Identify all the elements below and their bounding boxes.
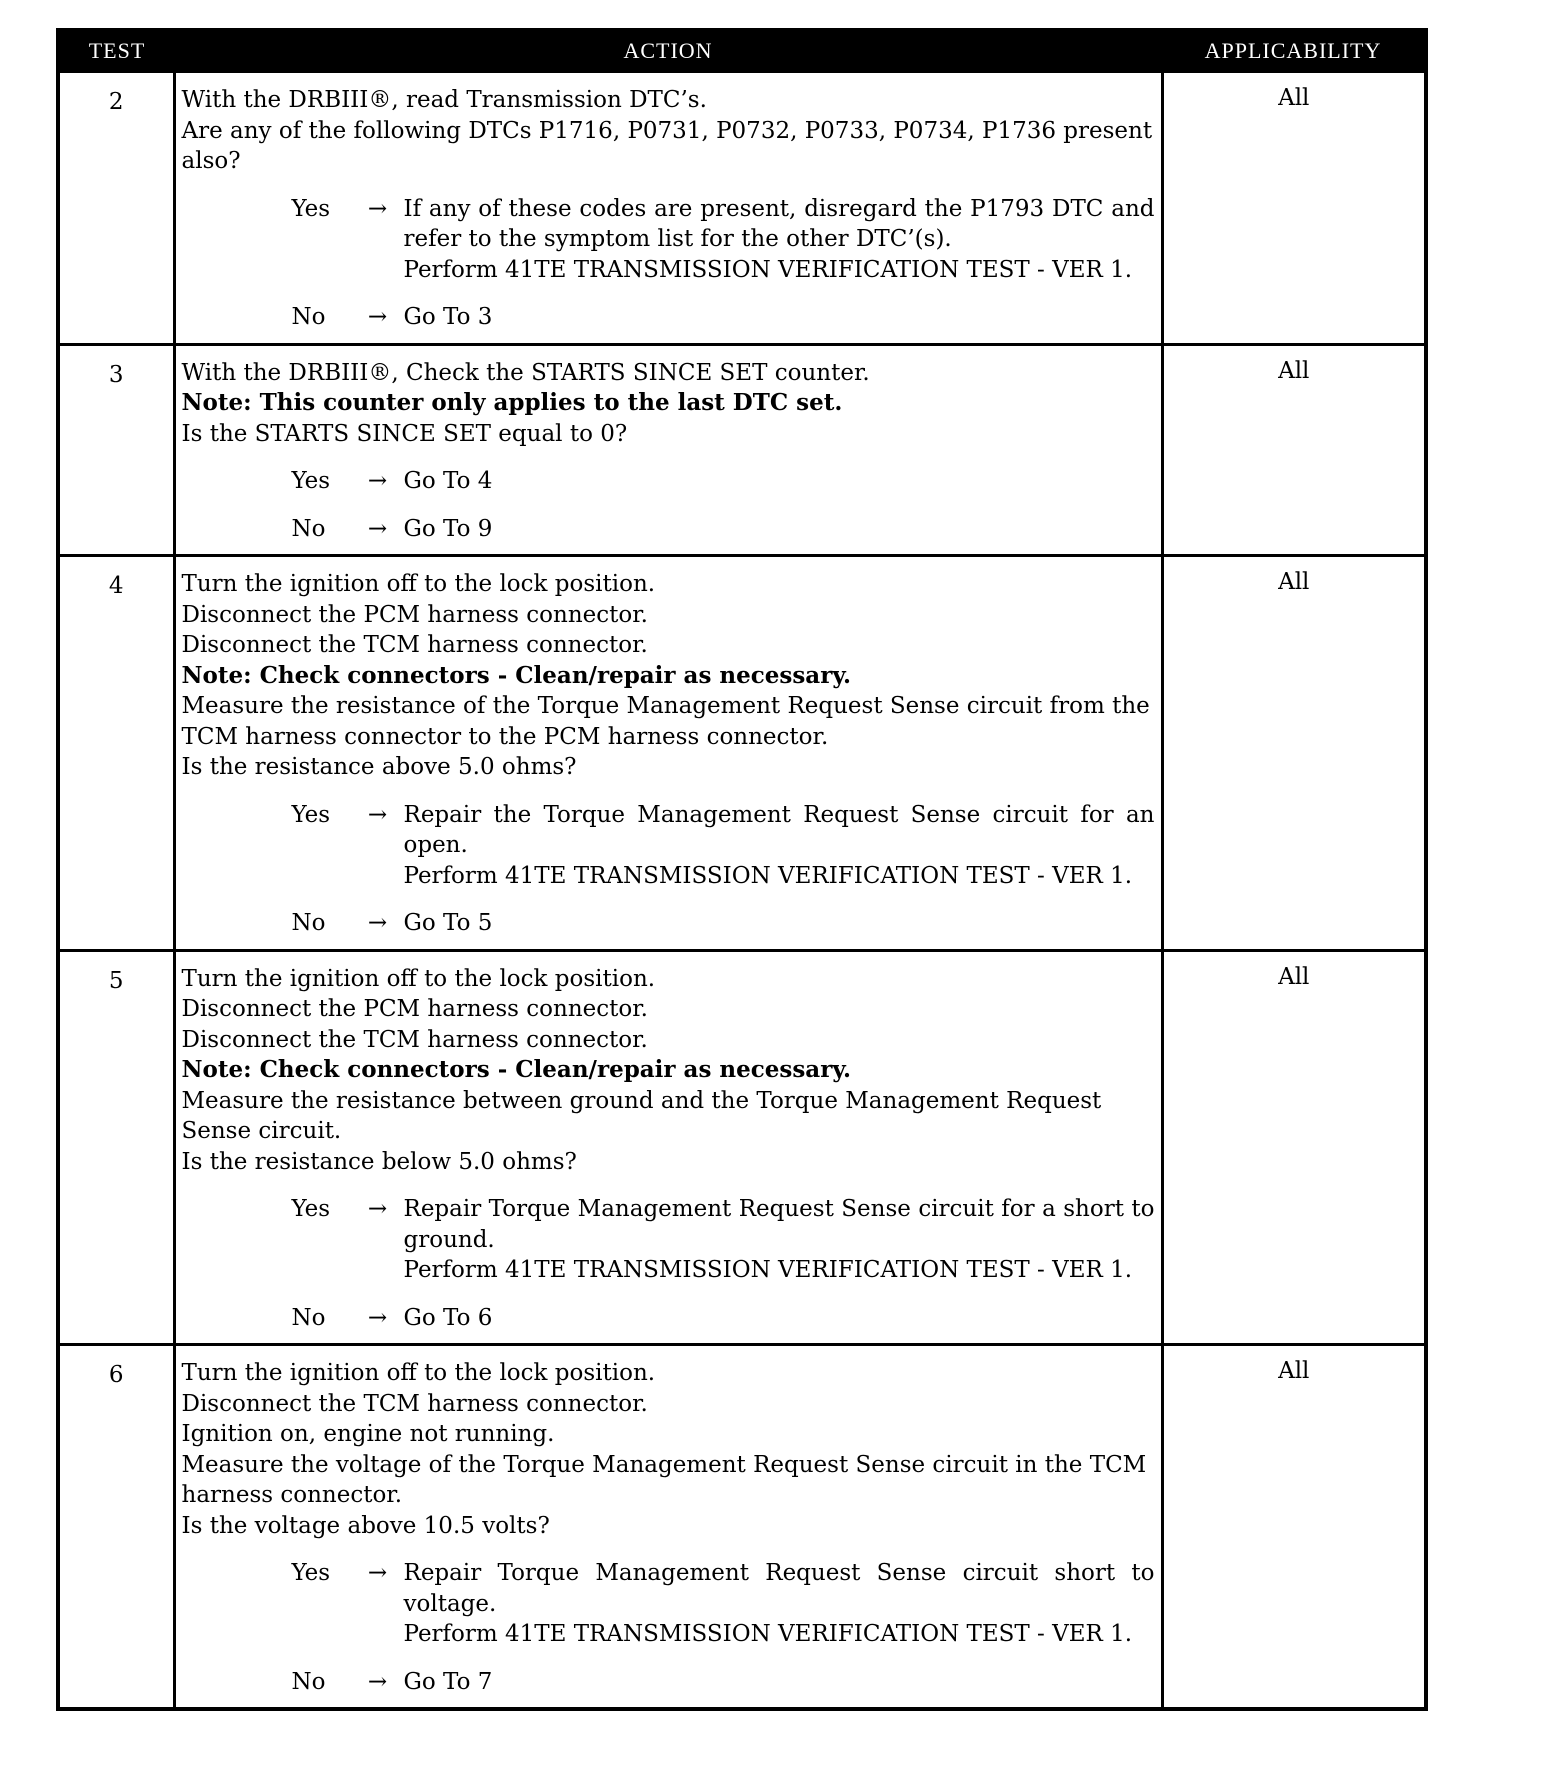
result-line: Repair the Torque Management Request Sense circuit for an open. [403, 801, 1155, 858]
no-result [404, 302, 1155, 333]
no-result [404, 1303, 1155, 1334]
instruction-text: With the DRBIII®, read Transmission DTC’s. [181, 87, 707, 113]
table-row [58, 344, 1426, 556]
yes-branch [182, 194, 1155, 286]
action-cell [174, 72, 1162, 345]
no-label: No [291, 1304, 326, 1331]
instruction-text: Turn the ignition off to the lock position. [181, 1360, 656, 1386]
arrow-right-icon: → [367, 801, 388, 828]
applicability-value: All [1162, 950, 1426, 1345]
no-branch [182, 514, 1155, 545]
arrow-right-icon: → [367, 1196, 388, 1222]
no-branch [182, 1667, 1155, 1698]
header-action: ACTION [174, 30, 1162, 72]
note-text: Note: Check connectors - Clean/repair as necessary. [181, 661, 852, 689]
table-body [58, 72, 1426, 1710]
table-row [58, 72, 1426, 345]
arrow-right-icon: → [367, 910, 388, 936]
table-row [58, 556, 1426, 951]
arrow-right-icon: → [367, 304, 388, 330]
yes-label: Yes [291, 1196, 331, 1222]
yes-branch [182, 800, 1155, 892]
test-number: 3 [58, 344, 174, 556]
yes-result [404, 800, 1155, 892]
no-result [404, 908, 1155, 939]
arrow-right-icon: → [367, 1304, 388, 1331]
arrow-right-icon: → [367, 1560, 388, 1586]
result-line: Go To 4 [403, 468, 493, 494]
instruction-text: Disconnect the TCM harness connector. [181, 1026, 648, 1053]
arrow-right-icon: → [367, 1668, 388, 1695]
applicability-value: All [1162, 1345, 1426, 1710]
result-line: Go To 9 [403, 515, 493, 542]
yes-result [404, 1194, 1155, 1286]
note-text: Note: Check connectors - Clean/repair as necessary. [181, 1056, 852, 1083]
yes-result [404, 1558, 1155, 1650]
result-line: Perform 41TE TRANSMISSION VERIFICATION TEST - VER 1. [403, 1257, 1133, 1283]
test-number: 5 [58, 950, 174, 1345]
table-row [58, 1345, 1426, 1710]
instruction-text: With the DRBIII®, Check the STARTS SINCE SET counter. [181, 359, 870, 386]
no-label: No [291, 515, 326, 542]
no-label: No [291, 1668, 326, 1695]
yes-label: Yes [291, 1560, 331, 1586]
result-line: Go To 3 [403, 304, 493, 330]
yes-branch [182, 1558, 1155, 1650]
instruction-text: Is the STARTS SINCE SET equal to 0? [181, 420, 628, 447]
action-cell [174, 1345, 1162, 1710]
result-line: If any of these codes are present, disregard the P1793 DTC and refer to the symptom list for the other DTC’(s). [403, 195, 1155, 252]
result-line: Go To 6 [403, 1304, 493, 1331]
instruction-text: Disconnect the PCM harness connector. [181, 601, 648, 628]
test-number: 4 [58, 556, 174, 951]
instruction-text: Disconnect the TCM harness connector. [181, 1390, 648, 1417]
action-cell [174, 344, 1162, 556]
arrow-right-icon: → [367, 515, 388, 542]
result-line: Perform 41TE TRANSMISSION VERIFICATION TEST - VER 1. [403, 862, 1133, 889]
result-line: Perform 41TE TRANSMISSION VERIFICATION TEST - VER 1. [403, 256, 1133, 283]
no-branch [182, 1303, 1155, 1334]
header-applicability: APPLICABILITY [1162, 30, 1426, 72]
instruction-text: Disconnect the TCM harness connector. [181, 632, 648, 658]
instruction-text: Disconnect the PCM harness connector. [181, 996, 648, 1022]
test-number: 2 [58, 72, 174, 345]
result-line: Repair Torque Management Request Sense circuit for a short to ground. [403, 1196, 1155, 1253]
yes-result [404, 194, 1155, 286]
result-line: Go To 7 [403, 1668, 493, 1695]
yes-label: Yes [291, 468, 331, 494]
yes-branch [182, 466, 1155, 497]
yes-result [404, 466, 1155, 497]
instruction-text: Ignition on, engine not running. [181, 1421, 555, 1447]
table-row [58, 950, 1426, 1345]
instruction-text: Turn the ignition off to the lock position. [181, 571, 656, 597]
instruction-text: Turn the ignition off to the lock position. [181, 965, 656, 992]
instruction-text: Measure the resistance of the Torque Management Request Sense circuit from the TCM harness connector to the PCM harness connector. [181, 693, 1150, 750]
result-line: Perform 41TE TRANSMISSION VERIFICATION TEST - VER 1. [403, 1621, 1133, 1647]
no-result [404, 1667, 1155, 1698]
result-line: Repair Torque Management Request Sense circuit short to voltage. [403, 1560, 1155, 1617]
instruction-text: Is the voltage above 10.5 volts? [181, 1512, 550, 1539]
note-text: Note: This counter only applies to the last DTC set. [181, 389, 843, 416]
applicability-value: All [1162, 344, 1426, 556]
no-branch [182, 302, 1155, 333]
applicability-value: All [1162, 72, 1426, 345]
instruction-text: Measure the voltage of the Torque Management Request Sense circuit in the TCM harness connector. [181, 1451, 1147, 1508]
diagnostic-test-table [56, 28, 1428, 1711]
no-label: No [291, 910, 326, 936]
action-cell [174, 950, 1162, 1345]
instruction-text: Are any of the following DTCs P1716, P0731, P0732, P0733, P0734, P1736 present also? [181, 117, 1153, 174]
no-branch [182, 908, 1155, 939]
yes-label: Yes [291, 195, 331, 222]
no-result [404, 514, 1155, 545]
header-test: TEST [58, 30, 174, 72]
yes-label: Yes [291, 801, 331, 828]
instruction-text: Is the resistance below 5.0 ohms? [181, 1148, 577, 1175]
instruction-text: Measure the resistance between ground and the Torque Management Request Sense circuit. [181, 1087, 1102, 1144]
arrow-right-icon: → [367, 468, 388, 494]
action-cell [174, 556, 1162, 951]
applicability-value: All [1162, 556, 1426, 951]
instruction-text: Is the resistance above 5.0 ohms? [181, 754, 577, 780]
yes-branch [182, 1194, 1155, 1286]
test-number: 6 [58, 1345, 174, 1710]
no-label: No [291, 304, 326, 330]
result-line: Go To 5 [403, 910, 493, 936]
table-header-row [58, 30, 1426, 72]
arrow-right-icon: → [367, 195, 388, 222]
